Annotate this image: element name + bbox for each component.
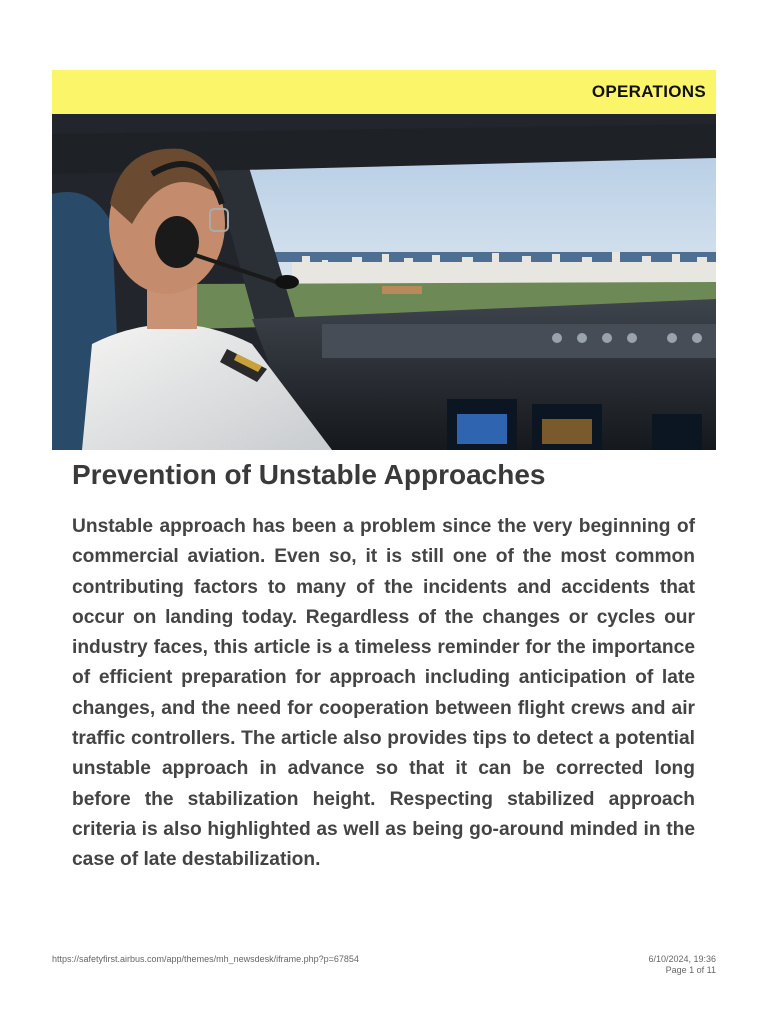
cockpit-photo <box>52 114 716 450</box>
category-banner <box>52 70 716 114</box>
footer-datetime: 6/10/2024, 19:36 <box>648 954 716 964</box>
article-summary: Unstable approach has been a problem since the very beginning of commercial aviation. Even so, it is still one of the most common contributing factors to many of the incidents and accidents that occur on landing today. Regardless of the changes or cycles our industry faces, this article is a timeless reminder for the importance of efficient preparation for approach including anticipation of late changes, and the need for cooperation between flight crews and air traffic controllers. The article also provides tips to detect a potential unstable approach in advance so that it can be corrected long before the stabilization height. Respecting stabilized approach criteria is also highlighted as well as being go-around minded in the case of late destabilization. <box>72 516 695 871</box>
article-title: Prevention of Unstable Approaches <box>72 459 546 490</box>
category-label: OPERATIONS <box>591 82 706 101</box>
footer-page-number: Page 1 of 11 <box>665 965 716 975</box>
footer-url: https://safetyfirst.airbus.com/app/themes/mh_newsdesk/iframe.php?p=67854 <box>52 954 359 964</box>
footer-meta <box>648 954 716 976</box>
